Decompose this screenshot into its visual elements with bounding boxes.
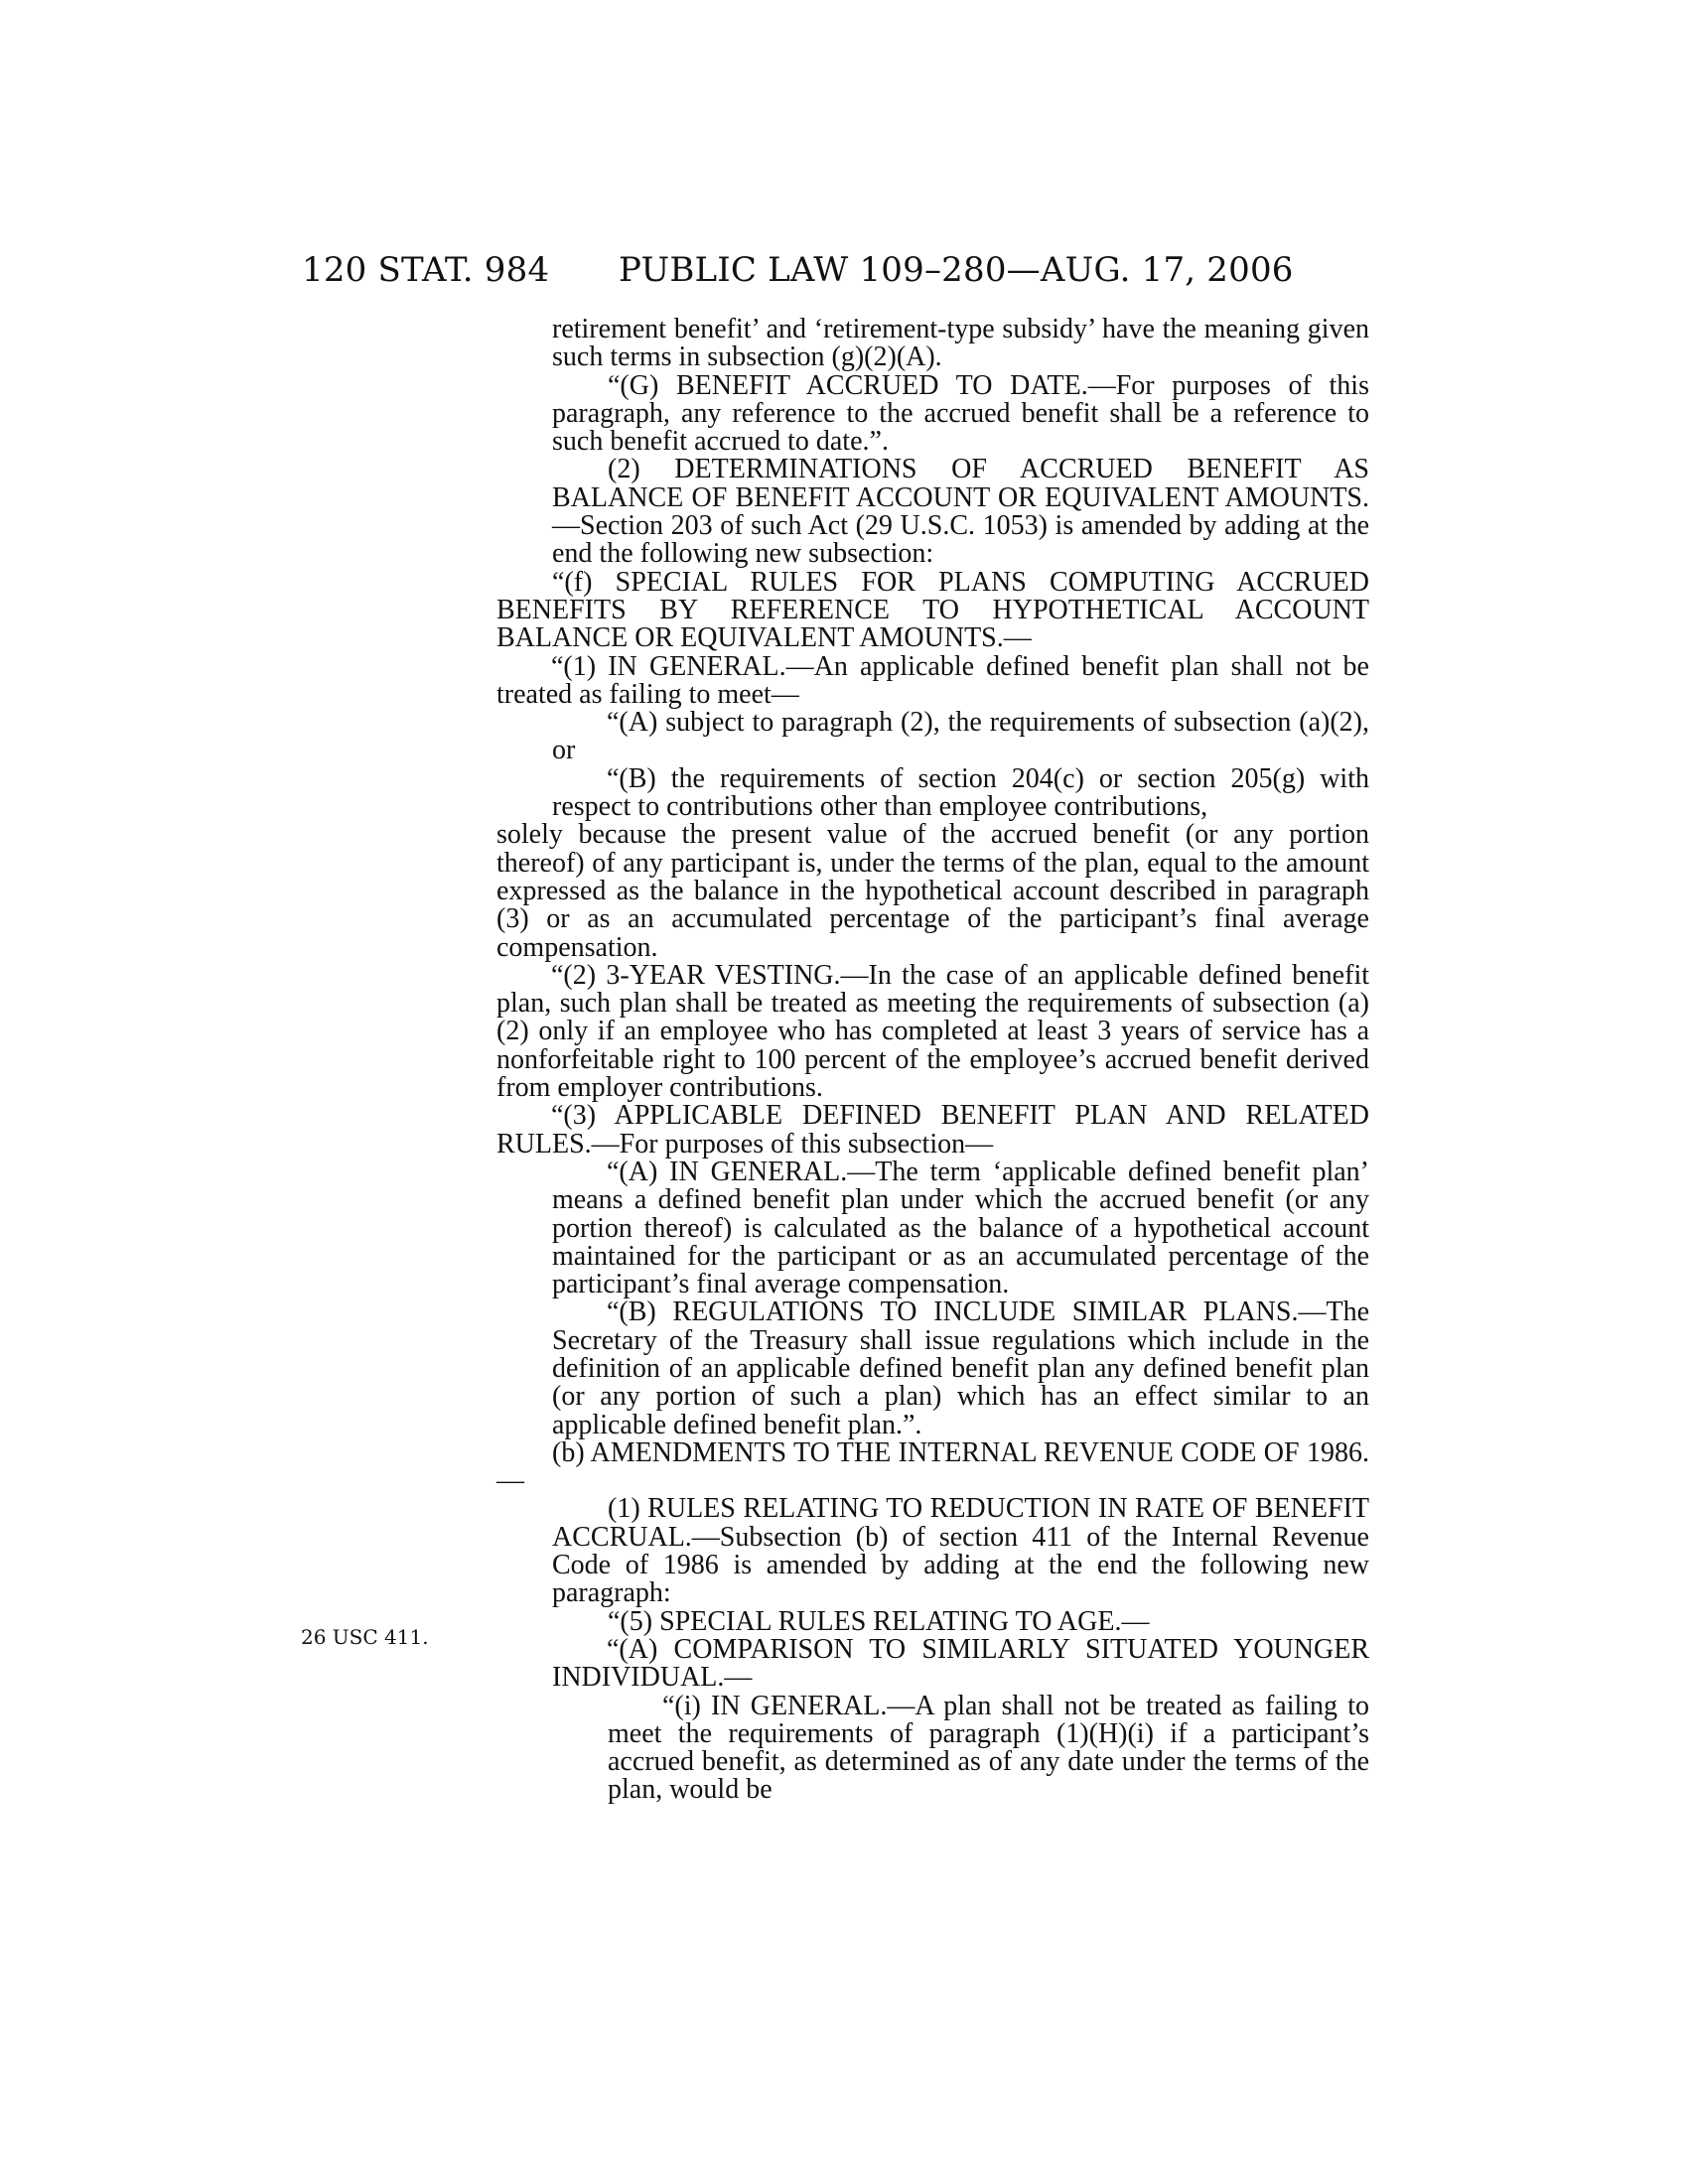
margin-citation: 26 USC 411.	[301, 1625, 429, 1649]
paragraph: “(G) BENEFIT ACCRUED TO DATE.—For purposes of this paragraph, any reference to the accrued benefit shall be a reference to such benefit accrued to date.”.	[552, 369, 1369, 458]
paragraph: “(B) REGULATIONS TO INCLUDE SIMILAR PLANS.—The Secretary of the Treasury shall issue regulations which include in the definition of an applicable defined benefit plan any defined benefit plan (or any portion of such a plan) which has an effect similar to an applicable defined benefit plan.”.	[552, 1297, 1369, 1440]
running-header-title: PUBLIC LAW 109–280—AUG. 17, 2006	[619, 250, 1294, 290]
paragraph: “(1) IN GENERAL.—An applicable defined benefit plan shall not be treated as failing to meet—	[496, 650, 1369, 710]
paragraph: (b) AMENDMENTS TO THE INTERNAL REVENUE CODE OF 1986.—	[496, 1436, 1369, 1497]
paragraph: solely because the present value of the accrued benefit (or any portion thereof) of any participant is, under the terms of the plan, equal to the amount expressed as the balance in the hypothetical account described in paragraph (3) or as an accumulated percentage of the participant’s final average compensation.	[496, 819, 1369, 963]
paragraph: “(A) IN GENERAL.—The term ‘applicable defined benefit plan’ means a defined benefit plan under which the accrued benefit (or any portion thereof) is calculated as the balance of a hypothetical account maintained for the participant or as an accumulated percentage of the participant’s final average compensation.	[552, 1156, 1369, 1300]
paragraph: “(B) the requirements of section 204(c) or section 205(g) with respect to contributions other than employee contributions,	[552, 762, 1369, 823]
paragraph: “(f) SPECIAL RULES FOR PLANS COMPUTING ACCRUED BENEFITS BY REFERENCE TO HYPOTHETICAL ACCOUNT BALANCE OR EQUIVALENT AMOUNTS.—	[496, 566, 1369, 654]
paragraph: “(3) APPLICABLE DEFINED BENEFIT PLAN AND RELATED RULES.—For purposes of this subsection—	[496, 1100, 1369, 1160]
paragraph: “(5) SPECIAL RULES RELATING TO AGE.—	[608, 1605, 1150, 1637]
paragraph: (2) DETERMINATIONS OF ACCRUED BENEFIT AS BALANCE OF BENEFIT ACCOUNT OR EQUIVALENT AMOUNTS.—Section 203 of such Act (29 U.S.C. 1053) is amended by adding at the end the following new subsection:	[552, 454, 1369, 570]
paragraph: “(A) COMPARISON TO SIMILARLY SITUATED YOUNGER INDIVIDUAL.—	[552, 1633, 1369, 1694]
paragraph: (1) RULES RELATING TO REDUCTION IN RATE OF BENEFIT ACCRUAL.—Subsection (b) of section 411 of the Internal Revenue Code of 1986 is amended by adding at the end the following new paragraph:	[552, 1493, 1369, 1609]
paragraph: “(A) subject to paragraph (2), the requirements of subsection (a)(2), or	[552, 707, 1369, 766]
paragraph: “(2) 3-YEAR VESTING.—In the case of an applicable defined benefit plan, such plan shall be treated as meeting the requirements of subsection (a)(2) only if an employee who has completed at least 3 years of service has a nonforfeitable right to 100 percent of the employee’s accrued benefit derived from employer contributions.	[496, 959, 1369, 1104]
paragraph: retirement benefit’ and ‘retirement-type subsidy’ have the meaning given such terms in subsection (g)(2)(A).	[552, 314, 1369, 373]
statute-text	[496, 314, 1369, 1806]
paragraph: “(i) IN GENERAL.—A plan shall not be treated as failing to meet the requirements of paragraph (1)(H)(i) if a participant’s accrued benefit, as determined as of any date under the terms of the plan, would be	[608, 1690, 1369, 1806]
stat-page-reference: 120 STAT. 984	[302, 250, 550, 290]
